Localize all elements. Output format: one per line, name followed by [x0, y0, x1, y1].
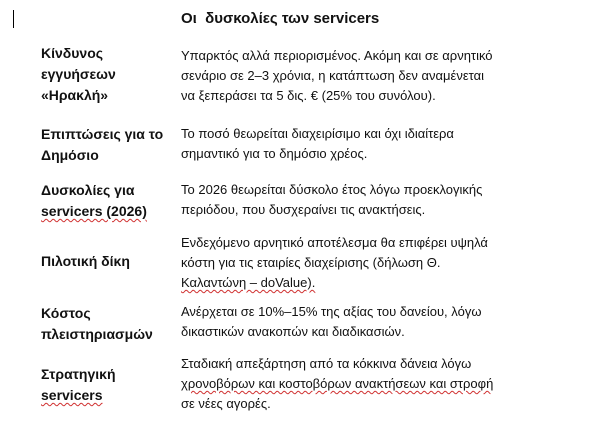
- text-line: Το 2026 θεωρείται δύσκολο έτος λόγω προεκλογικής: [181, 182, 483, 197]
- text-line: Το ποσό θεωρείται διαχειρίσιμο και όχι ιδιαίτερα: [181, 126, 454, 141]
- row-label-pilot-trial: [41, 251, 177, 272]
- label-line: Δημόσιο: [41, 147, 99, 163]
- label-line: Πιλοτική δίκη: [41, 253, 130, 269]
- row-label-auction-cost: [41, 303, 177, 345]
- label-line: Κόστος: [41, 305, 91, 321]
- text-line: Καλαντώνη – doValue).: [181, 275, 316, 290]
- label-line: servicers (2026): [41, 203, 147, 219]
- row-label-heracles-guarantees: [41, 43, 177, 106]
- text-line: να ξεπεράσει τα 5 δις. € (25% του συνόλου).: [181, 88, 436, 103]
- row-text-auction-cost: [181, 302, 591, 342]
- text-line: σενάριο σε 2–3 χρόνια, η κατάπτωση δεν αναμένεται: [181, 68, 484, 83]
- text-line: χρονοβόρων και κοστοβόρων ανακτήσεων και στροφή: [181, 376, 494, 391]
- text-line: σημαντικό για το δημόσιο χρέος.: [181, 146, 368, 161]
- document-title: Οι δυσκολίες των servicers: [181, 10, 380, 27]
- text-line: περιόδου, που δυσχεραίνει τις ανακτήσεις.: [181, 202, 426, 217]
- text-line: Υπαρκτός αλλά περιορισμένος. Ακόμη και σε αρνητικό: [181, 48, 493, 63]
- row-label-state-impact: [41, 124, 177, 166]
- label-line: «Ηρακλή»: [41, 87, 109, 103]
- label-line: servicers: [41, 387, 103, 403]
- text-cursor: [13, 10, 14, 28]
- label-line: εγγυήσεων: [41, 66, 116, 82]
- row-text-servicers-2026: [181, 180, 591, 220]
- row-text-heracles-guarantees: [181, 46, 591, 106]
- text-line: Ενδεχόμενο αρνητικό αποτέλεσμα θα επιφέρει υψηλά: [181, 235, 488, 250]
- label-line: Κίνδυνος: [41, 45, 104, 61]
- label-line: Στρατηγική: [41, 366, 116, 382]
- label-line: Δυσκολίες για: [41, 182, 135, 198]
- row-label-servicers-2026: [41, 180, 177, 222]
- row-text-pilot-trial: [181, 233, 591, 293]
- text-line: σε νέες αγορές.: [181, 396, 271, 411]
- text-line: δικαστικών ανακοπών και διαδικασιών.: [181, 324, 405, 339]
- label-line: Επιπτώσεις για το: [41, 126, 164, 142]
- row-text-state-impact: [181, 124, 591, 164]
- text-line: Σταδιακή απεξάρτηση από τα κόκκινα δάνεια λόγω: [181, 356, 472, 371]
- label-line: πλειστηριασμών: [41, 326, 153, 342]
- row-text-servicers-strategy: [181, 354, 591, 414]
- row-label-servicers-strategy: [41, 364, 177, 406]
- text-line: Ανέρχεται σε 10%–15% της αξίας του δανείου, λόγω: [181, 304, 482, 319]
- text-line: κόστη για τις εταιρίες διαχείρισης (δήλωση Θ.: [181, 255, 441, 270]
